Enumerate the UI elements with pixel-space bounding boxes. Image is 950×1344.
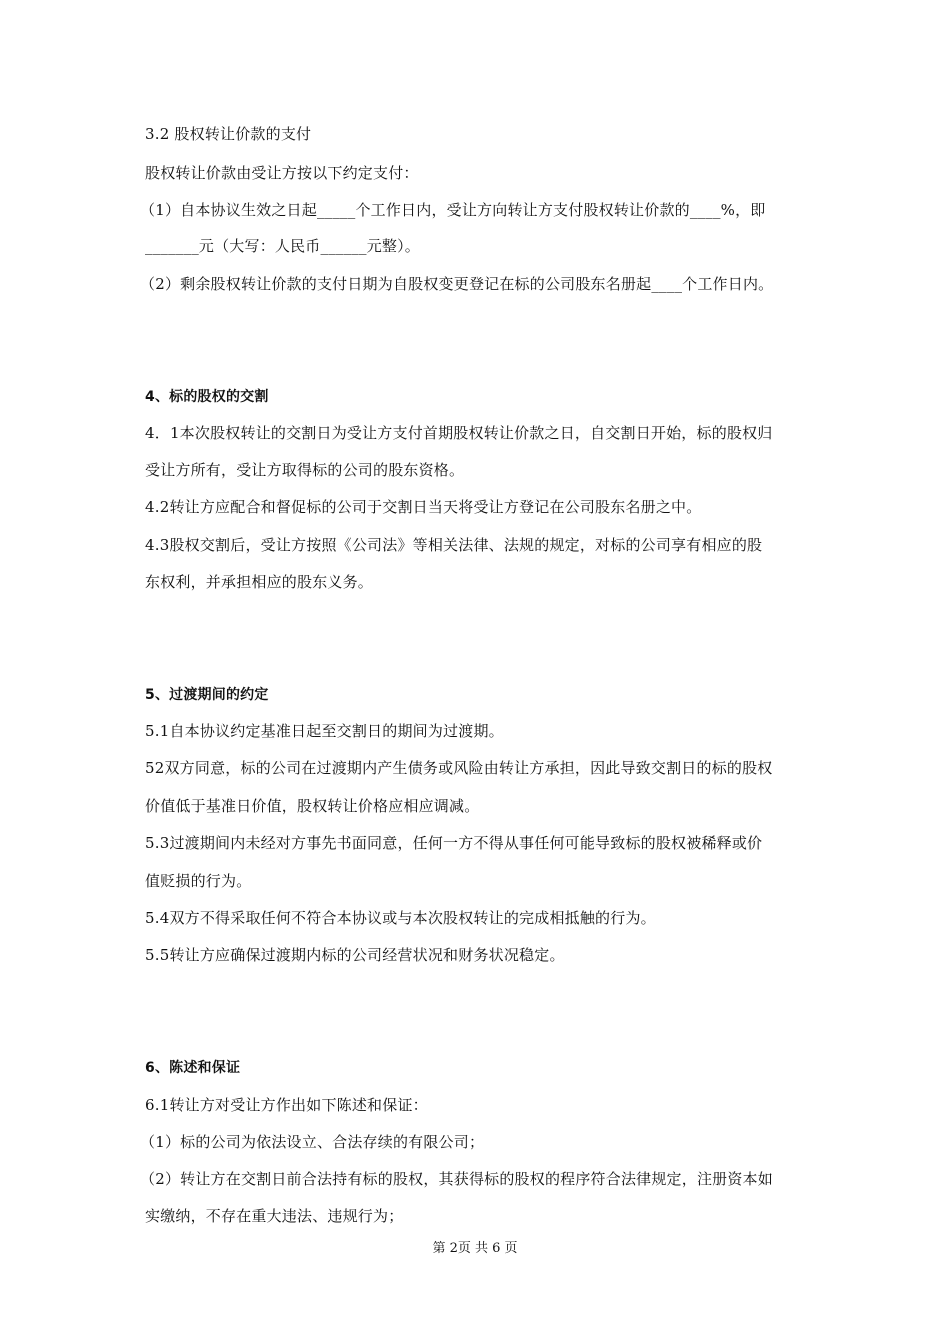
- section-5-3-line-1: 5.3过渡期间内未经对方事先书面同意，任何一方不得从事任何可能导致标的股权被稀释或价: [145, 834, 763, 852]
- section-5-2-line-2: 价值低于基准日价值，股权转让价格应相应调减。: [145, 797, 480, 815]
- section-4-2: 4.2转让方应配合和督促标的公司于交割日当天将受让方登记在公司股东名册之中。: [145, 498, 702, 516]
- section-3-2-item-2: （2）剩余股权转让价款的支付日期为自股权变更登记在标的公司股东名册起____个工作日内。: [140, 275, 774, 293]
- section-6-item-2-line-1: （2）转让方在交割日前合法持有标的股权，其获得标的股权的程序符合法律规定，注册资本如: [140, 1170, 773, 1188]
- section-4-3-line-1: 4.3股权交割后，受让方按照《公司法》等相关法律、法规的规定，对标的公司享有相应的股: [145, 536, 763, 554]
- section-5-heading: 5、过渡期间的约定: [145, 687, 269, 703]
- section-5-4: 5.4双方不得采取任何不符合本协议或与本次股权转让的完成相抵触的行为。: [145, 909, 656, 927]
- section-6-item-2-line-2: 实缴纳，不存在重大违法、违规行为；: [145, 1207, 404, 1225]
- section-6-1: 6.1转让方对受让方作出如下陈述和保证：: [145, 1096, 428, 1114]
- section-4-1-line-1: 4．1本次股权转让的交割日为受让方支付首期股权转让价款之日，自交割日开始，标的股权归: [145, 424, 773, 442]
- section-3-2-intro: 股权转让价款由受让方按以下约定支付：: [145, 164, 419, 182]
- section-4-1-line-2: 受让方所有，受让方取得标的公司的股东资格。: [145, 461, 465, 479]
- section-5-1: 5.1自本协议约定基准日起至交割日的期间为过渡期。: [145, 722, 504, 740]
- page-footer: 第 2页 共 6 页: [432, 1241, 518, 1256]
- section-6-heading: 6、陈述和保证: [145, 1060, 241, 1076]
- section-4-heading: 4、标的股权的交割: [145, 389, 269, 405]
- section-5-5: 5.5转让方应确保过渡期内标的公司经营状况和财务状况稳定。: [145, 946, 565, 964]
- section-3-2-title: 3.2 股权转让价款的支付: [145, 125, 312, 143]
- section-5-2-line-1: 52双方同意，标的公司在过渡期内产生债务或风险由转让方承担，因此导致交割日的标的股权: [145, 759, 773, 777]
- section-5-3-line-2: 值贬损的行为。: [145, 872, 252, 890]
- section-6-item-1: （1）标的公司为依法设立、合法存续的有限公司；: [140, 1133, 485, 1151]
- section-3-2-item-1-line-1: （1）自本协议生效之日起_____个工作日内，受让方向转让方支付股权转让价款的____%，即: [140, 201, 766, 219]
- section-4-3-line-2: 东权利，并承担相应的股东义务。: [145, 573, 374, 591]
- section-3-2-item-1-line-2: _______元（大写：人民币______元整）。: [145, 237, 421, 255]
